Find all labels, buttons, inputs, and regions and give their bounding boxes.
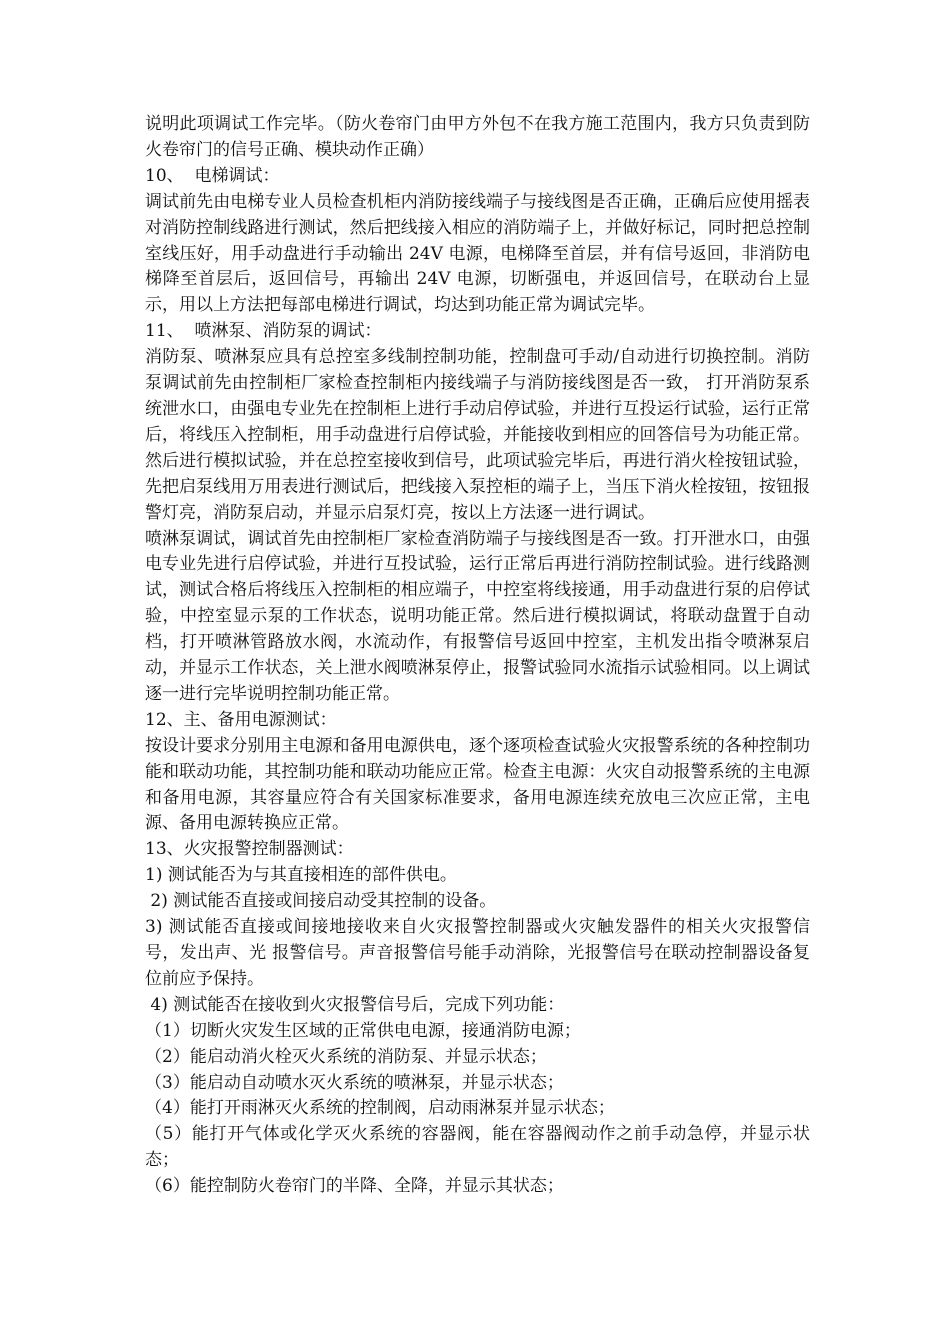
paragraph-fire-pump-test: 消防泵、喷淋泵应具有总控室多线制控制功能，控制盘可手动/自动进行切换控制。消防泵调试前先由控制柜厂家检查控制柜内接线端子与消防接线图是否一致， 打开消防泵系统泄水口，由强电专业先在控制柜上进行手动启停试验，并进行互投运行试验，运行正常后，将线压入控制柜，用手动盘进行启停试验，并能接收到相应的回答信号为功能正常。然后进行模拟试验，并在总控室接收到信号，此项试验完毕后，再进行消火栓按钮试验，先把启泵线用万用表进行测试后，把线接入泵控柜的端子上，当压下消火栓按钮，按钮报警灯亮，消防泵启动，并显示启泵灯亮，按以上方法逐一进行调试。 [145, 347, 810, 523]
list-item: 3) 测试能否直接或间接地接收来自火灾报警控制器或火灾触发器件的相关火灾报警信号，发出声、光 报警信号。声音报警信号能手动消除，光报警信号在联动控制器设备复位前应予保持。 [145, 917, 810, 989]
list-item: 1) 测试能否为与其直接相连的部件供电。 [145, 865, 457, 886]
heading-elevator-test: 10、 电梯调试： [145, 165, 280, 186]
sub-list-item: （3）能启动自动喷水灭火系统的喷淋泵，并显示状态； [145, 1072, 564, 1093]
sub-list-item: （2）能启动消火栓灭火系统的消防泵、并显示状态； [145, 1046, 547, 1067]
sub-list-item: （4）能打开雨淋灭火系统的控制阀，启动雨淋泵并显示状态； [145, 1098, 615, 1119]
list-item: 2) 测试能否直接或间接启动受其控制的设备。 [145, 891, 497, 912]
sub-list-item: （6）能控制防火卷帘门的半降、全降，并显示其状态； [145, 1176, 564, 1197]
heading-pump-test: 11、 喷淋泵、消防泵的调试： [145, 321, 382, 342]
paragraph-power-supply-test: 按设计要求分别用主电源和备用电源供电，逐个逐项检查试验火灾报警系统的各种控制功能和联动功能，其控制功能和联动功能应正常。检查主电源：火灾自动报警系统的主电源和备用电源，其容量应符合有关国家标准要求，备用电源连续充放电三次应正常，主电源、备用电源转换应正常。 [145, 735, 810, 834]
heading-power-supply-test: 12、主、备用电源测试： [145, 709, 337, 730]
sub-list-item: （1）切断火灾发生区域的正常供电电源，接通消防电源； [145, 1020, 581, 1041]
paragraph-sprinkler-pump-test: 喷淋泵调试，调试首先由控制柜厂家检查消防端子与接线图是否一致。打开泄水口，由强电专业先进行启停试验，并进行互投试验，运行正常后再进行消防控制试验。进行线路测试，测试合格后将线压入控制柜的相应端子，中控室将线接通，用手动盘进行泵的启停试验，中控室显示泵的工作状态，说明功能正常。然后进行模拟调试，将联动盘置于自动档，打开喷淋管路放水阀，水流动作，有报警信号返回中控室，主机发出指令喷淋泵启动，并显示工作状态，关上泄水阀喷淋泵停止，报警试验同水流指示试验相同。以上调试逐一进行完毕说明控制功能正常。 [145, 528, 810, 704]
document-body [145, 112, 810, 1200]
paragraph-intro: 说明此项调试工作完毕。（防火卷帘门由甲方外包不在我方施工范围内，我方只负责到防火卷帘门的信号正确、模块动作正确） [145, 114, 810, 160]
paragraph-elevator-test: 调试前先由电梯专业人员检查机柜内消防接线端子与接线图是否正确，正确后应使用摇表对消防控制线路进行测试，然后把线接入相应的消防端子上，并做好标记，同时把总控制室线压好，用手动盘进行手动输出 24V 电源，电梯降至首层，并有信号返回，非消防电梯降至首层后，返回信号，再输出 24V 电源，切断强电，并返回信号，在联动台上显示，用以上方法把每部电梯进行调试，均达到功能正常为调试完毕。 [145, 191, 810, 316]
sub-list-item: （5）能打开气体或化学灭火系统的容器阀，能在容器阀动作之前手动急停，并显示状态； [145, 1124, 810, 1171]
heading-controller-test: 13、火灾报警控制器测试： [145, 839, 354, 860]
list-item: 4) 测试能否在接收到火灾报警信号后，完成下列功能： [145, 994, 565, 1015]
